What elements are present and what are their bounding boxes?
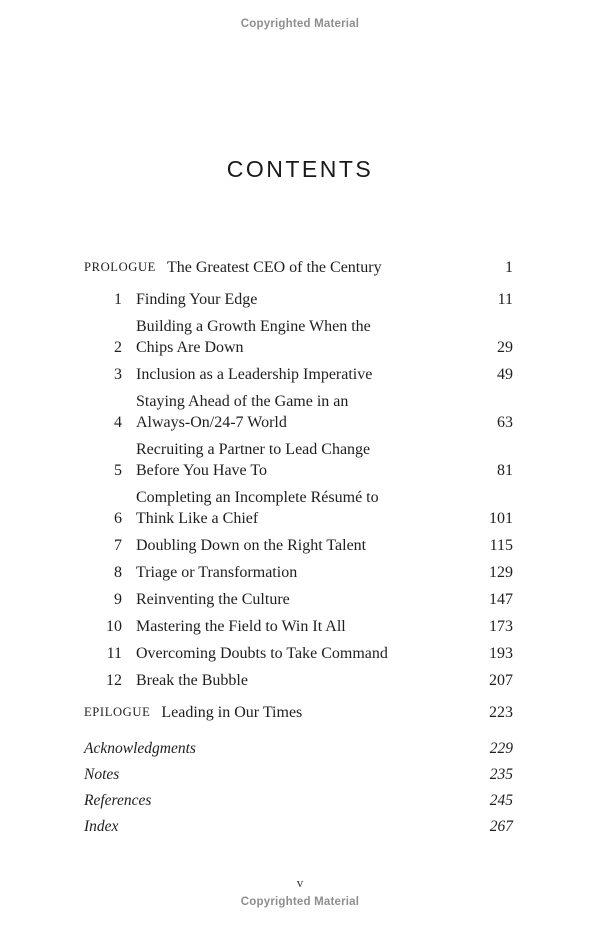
chapter-title [136,364,497,385]
back-matter-title: Acknowledgments [84,740,196,757]
back-matter-title: Index [84,818,119,835]
copyright-notice-bottom: Copyrighted Material [240,896,360,908]
chapter-number: 11 [106,645,122,662]
chapter-page-number: 11 [497,291,513,308]
chapter-title-line: Staying Ahead of the Game in an [136,393,349,410]
toc-entry-chapter [84,670,513,691]
chapter-title [136,289,498,310]
epilogue-label: EPILOGUE [84,705,151,719]
back-matter-title: References [84,792,152,809]
copyright-notice-top: Copyrighted Material [240,18,360,30]
chapter-title-line: Break the Bubble [136,672,248,689]
back-matter-page-number: 267 [489,818,513,835]
chapter-page-number: 29 [497,339,513,356]
chapter-number: 1 [114,291,122,308]
toc-entry-chapter [84,562,513,583]
chapter-page-number: 115 [489,537,513,554]
chapter-page-number: 129 [489,564,513,581]
chapter-title-line: Triage or Transformation [136,564,298,581]
toc-entry-chapter [84,589,513,610]
toc-entry-chapter [84,289,513,310]
chapter-title [136,643,489,664]
chapter-title [136,589,489,610]
toc-entry-chapter [84,616,513,637]
chapter-page-number: 101 [489,510,513,527]
chapter-title-line: Finding Your Edge [136,291,258,308]
back-matter-page-number: 235 [489,766,513,783]
prologue-label: PROLOGUE [84,260,156,274]
chapter-title [136,391,497,433]
chapter-number: 3 [114,366,122,383]
chapter-title-line: Before You Have To [136,462,268,479]
toc-entry-epilogue [84,702,513,723]
chapter-page-number: 207 [489,672,513,689]
toc-entry-chapter [84,391,513,433]
chapter-title [136,487,489,529]
chapter-title-line: Mastering the Field to Win It All [136,618,346,635]
chapter-title [136,316,497,358]
toc-entry-back-matter [84,790,513,811]
chapter-title [136,535,490,556]
toc-entry-chapter [84,439,513,481]
chapter-title [136,616,489,637]
back-matter-title: Notes [84,766,120,783]
toc-entry-prologue [84,257,513,278]
toc-entry-chapter [84,316,513,358]
chapter-title [136,562,489,583]
page-folio: v [296,875,304,890]
chapter-number: 10 [106,618,122,635]
chapter-title-line: Doubling Down on the Right Talent [136,537,367,554]
chapter-number: 9 [114,591,122,608]
chapter-number: 6 [114,510,122,527]
page-title: CONTENTS [226,156,374,182]
prologue-page-number: 1 [505,259,513,276]
toc-entry-chapter [84,364,513,385]
chapter-page-number: 193 [489,645,513,662]
toc-entry-back-matter [84,738,513,759]
chapter-page-number: 81 [497,462,513,479]
prologue-title: The Greatest CEO of the Century [166,259,382,276]
toc-entry-back-matter [84,764,513,785]
chapter-title-line: Recruiting a Partner to Lead Change [136,441,371,458]
chapter-page-number: 63 [497,414,513,431]
chapter-title-line: Inclusion as a Leadership Imperative [136,366,373,383]
chapter-number: 12 [106,672,122,689]
chapter-title-line: Reinventing the Culture [136,591,290,608]
chapter-page-number: 173 [489,618,513,635]
chapter-title-line: Completing an Incomplete Résumé to [136,489,379,506]
back-matter-page-number: 245 [489,792,513,809]
toc-entry-chapter [84,643,513,664]
chapter-number: 2 [114,339,122,356]
epilogue-page-number: 223 [489,704,513,721]
toc-entry-chapter [84,487,513,529]
chapter-number: 4 [114,414,122,431]
epilogue-title: Leading in Our Times [161,704,303,721]
back-matter-list [84,738,513,837]
back-matter-page-number: 229 [489,740,513,757]
chapter-page-number: 49 [497,366,513,383]
chapter-title-line: Always-On/24-7 World [136,414,287,431]
chapter-number: 7 [114,537,122,554]
chapter-title-line: Building a Growth Engine When the [136,318,371,335]
chapter-title [136,670,489,691]
toc-entry-chapter [84,535,513,556]
chapter-page-number: 147 [489,591,513,608]
chapter-title-line: Think Like a Chief [136,510,259,527]
chapter-list [84,289,513,691]
chapter-title-line: Overcoming Doubts to Take Command [136,645,388,662]
table-of-contents [84,257,513,842]
chapter-title [136,439,497,481]
toc-entry-back-matter [84,816,513,837]
chapter-number: 8 [114,564,122,581]
chapter-title-line: Chips Are Down [136,339,244,356]
chapter-number: 5 [114,462,122,479]
